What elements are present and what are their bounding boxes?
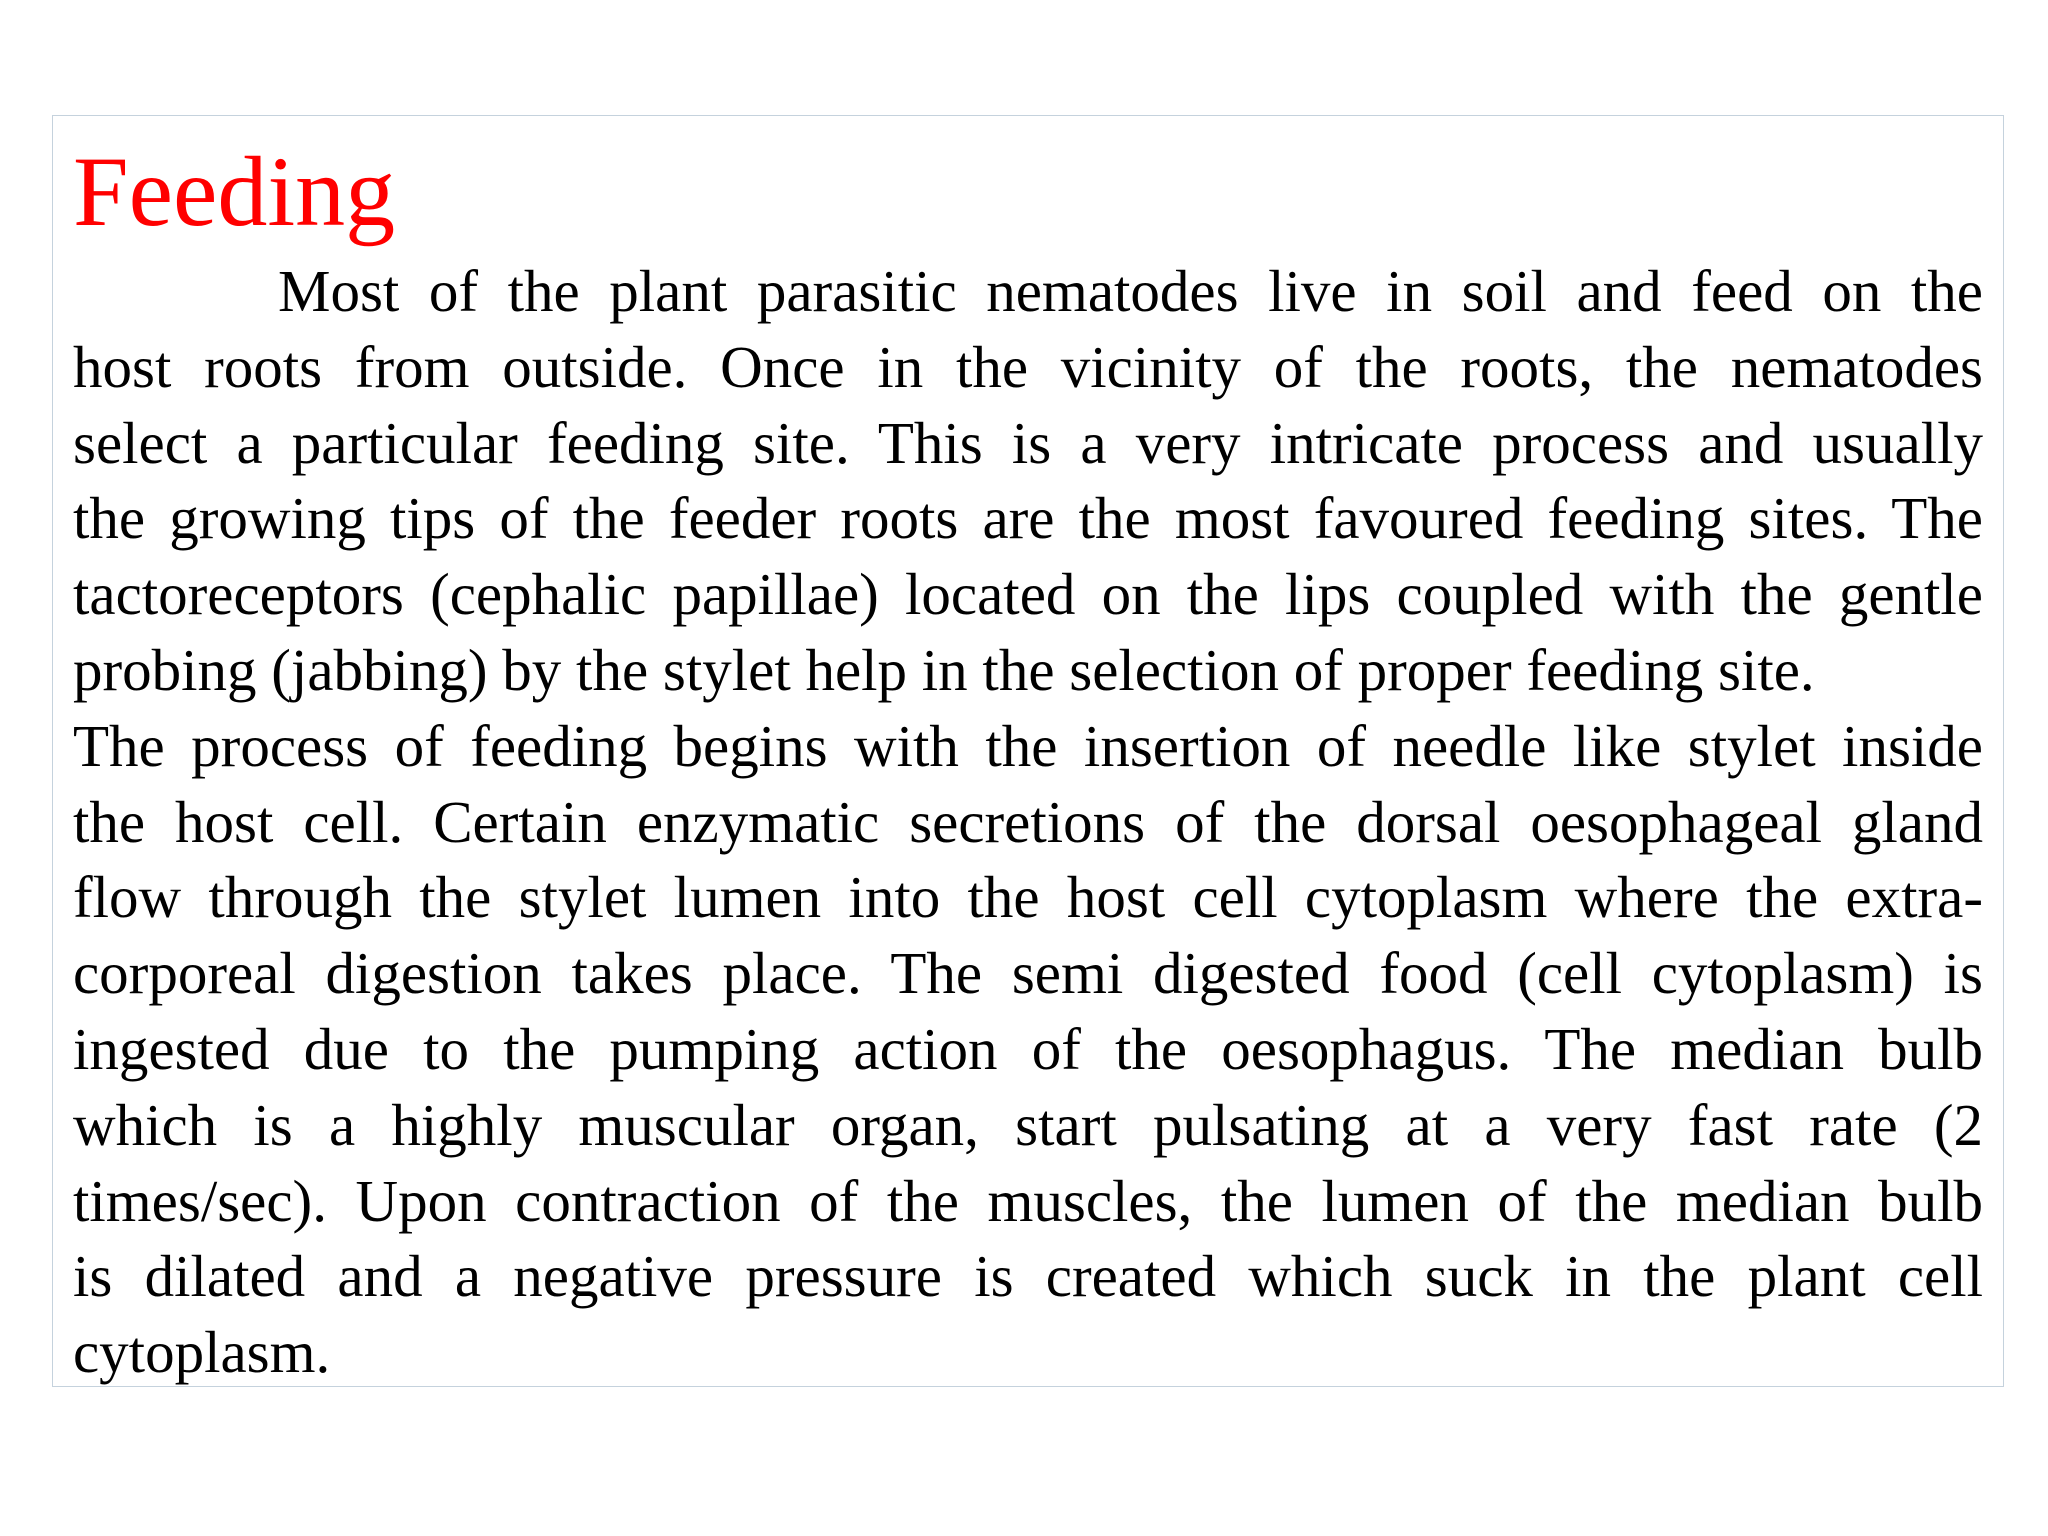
slide-title: Feeding	[73, 136, 396, 247]
text-line: The process of feeding begins with the insertion of needle like stylet inside	[73, 712, 1983, 779]
text-line: probing (jabbing) by the stylet help in the selection of proper feeding site.	[73, 636, 1815, 703]
text-line: select a particular feeding site. This is a very intricate process and usually	[73, 409, 1983, 476]
text-line: tactoreceptors (cephalic papillae) located on the lips coupled with the gentle	[73, 561, 1983, 628]
text-line: host roots from outside. Once in the vicinity of the roots, the nematodes	[73, 333, 1983, 400]
text-line: the growing tips of the feeder roots are the most favoured feeding sites. The	[73, 485, 1983, 552]
text-line: times/sec). Upon contraction of the muscles, the lumen of the median bulb	[73, 1167, 1983, 1234]
text-line: the host cell. Certain enzymatic secretions of the dorsal oesophageal gland	[73, 788, 1983, 855]
text-line: corporeal digestion takes place. The semi digested food (cell cytoplasm) is	[73, 940, 1983, 1007]
text-line: cytoplasm.	[73, 1319, 331, 1386]
text-line: flow through the stylet lumen into the host cell cytoplasm where the extra-	[73, 864, 1983, 931]
text-line: is dilated and a negative pressure is created which suck in the plant cell	[73, 1243, 1983, 1310]
text-line: Most of the plant parasitic nematodes live in soil and feed on the	[278, 258, 1983, 324]
body-text	[73, 254, 1983, 1391]
text-line: ingested due to the pumping action of the oesophagus. The median bulb	[73, 1015, 1983, 1082]
text-line: which is a highly muscular organ, start pulsating at a very fast rate (2	[73, 1091, 1983, 1158]
text-box	[52, 115, 2004, 1387]
